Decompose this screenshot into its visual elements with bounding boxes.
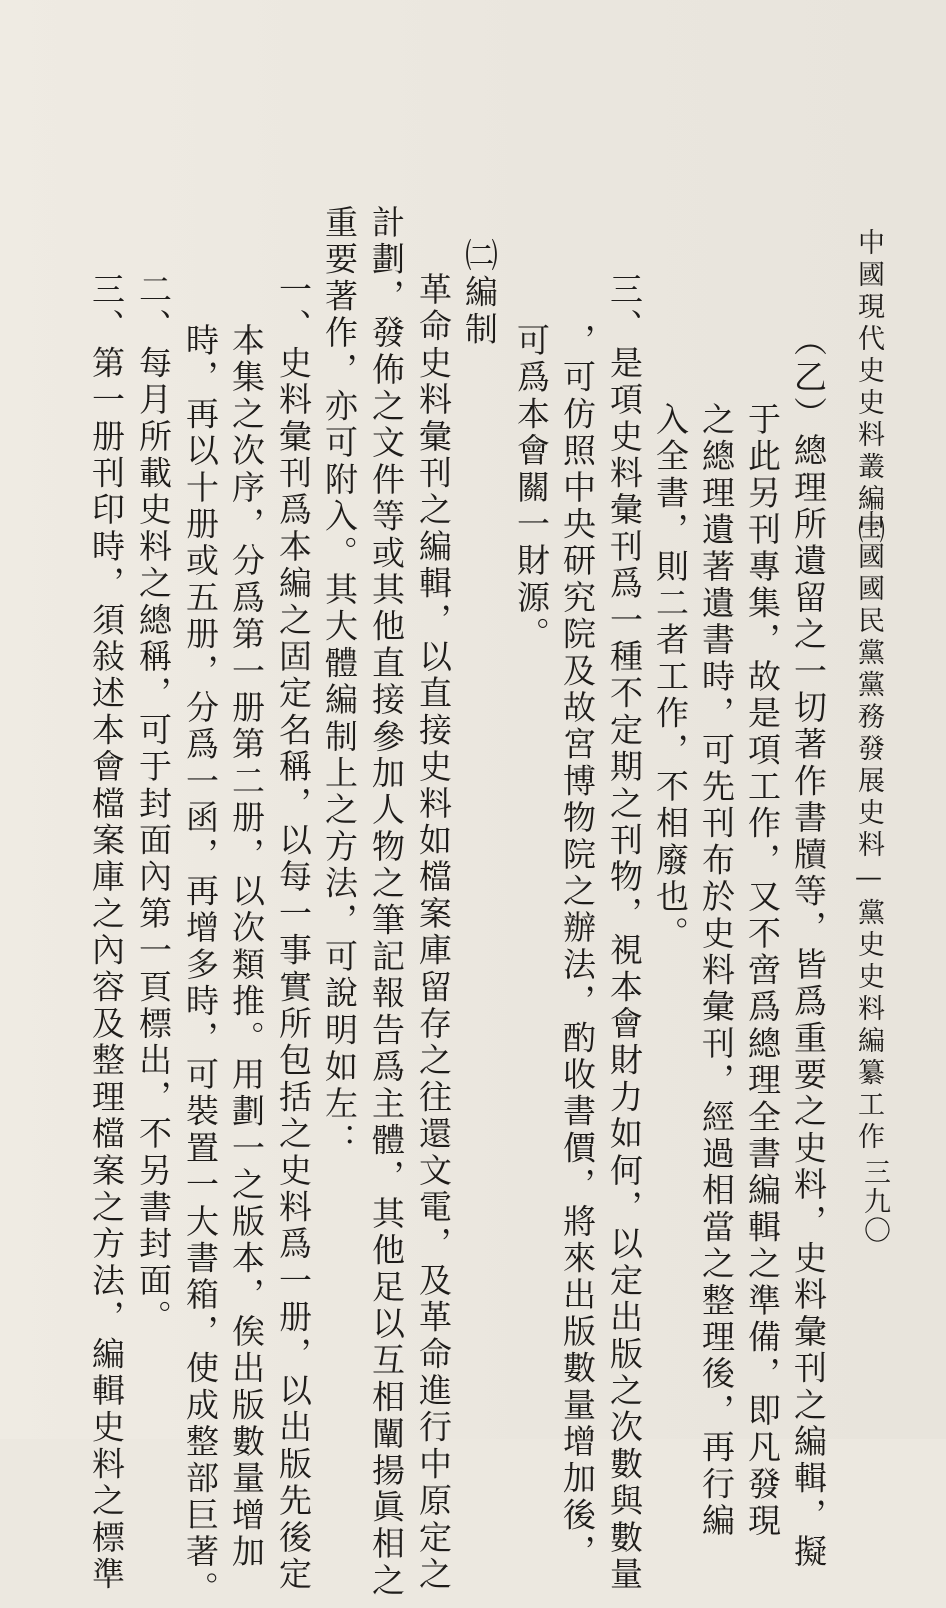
text-column: 一、史料彙刊爲本編之固定名稱，以每一事實所包括之史料爲一册，以出版先後定 xyxy=(274,272,313,1594)
text-column: 于此另刊專集，故是項工作，又不啻爲總理全書編輯之準備，即凡發現 xyxy=(743,402,782,1540)
text-column: 時，再以十册或五册，分爲一函，再增多時，可裝置一大書箱，使成整部巨著。 xyxy=(181,323,220,1608)
text-column: 入全書，則二者工作，不相廢也。 xyxy=(651,402,690,953)
book-title: 中國現代史史料叢編㈢ xyxy=(853,228,884,548)
section-heading: ㈡編制 xyxy=(460,238,499,349)
text-column: 三、第一册刊印時，須敍述本會檔案庫之內容及整理檔案之方法，編輯史料之標準 xyxy=(87,272,126,1594)
text-column: ，可仿照中央研究院及故宮博物院之辦法，酌收書價，將來出版數量增加後， xyxy=(558,323,597,1571)
page-number: 三九〇 xyxy=(859,1158,890,1245)
text-column: 可爲本會關一財源。 xyxy=(512,323,551,654)
text-column: 革命史料彙刊之編輯，以直接史料如檔案庫留存之往還文電，及革命進行中原定之 xyxy=(414,272,453,1594)
text-column: 重要著作，亦可附入。其大體編制上之方法，可說明如左： xyxy=(320,205,359,1160)
text-column: 之總理遺著遺書時，可先刊布於史料彙刊，經過相當之整理後，再行編 xyxy=(697,402,736,1540)
text-column: （乙）總理所遺留之一切著作書牘等，皆爲重要之史料，史料彙刊之編輯，擬 xyxy=(789,323,828,1571)
chapter-title: 中國國民黨黨務發展史料—黨史史料編纂工作 xyxy=(853,510,884,1154)
text-column: 計劃，發佈之文件等或其他直接參加人物之筆記報告爲主體，其他足以互相闡揚眞相之 xyxy=(367,205,406,1600)
text-column: 三、是項史料彙刊爲一種不定期之刊物，視本會財力如何，以定出版之次數與數量 xyxy=(605,272,644,1594)
text-column: 本集之次序，分爲第一册第二册，以次類推。用劃一之版本，俟出版數量增加 xyxy=(227,323,266,1571)
text-column: 二、每月所載史料之總稱，可于封面內第一頁標出，不另書封面。 xyxy=(134,272,173,1337)
